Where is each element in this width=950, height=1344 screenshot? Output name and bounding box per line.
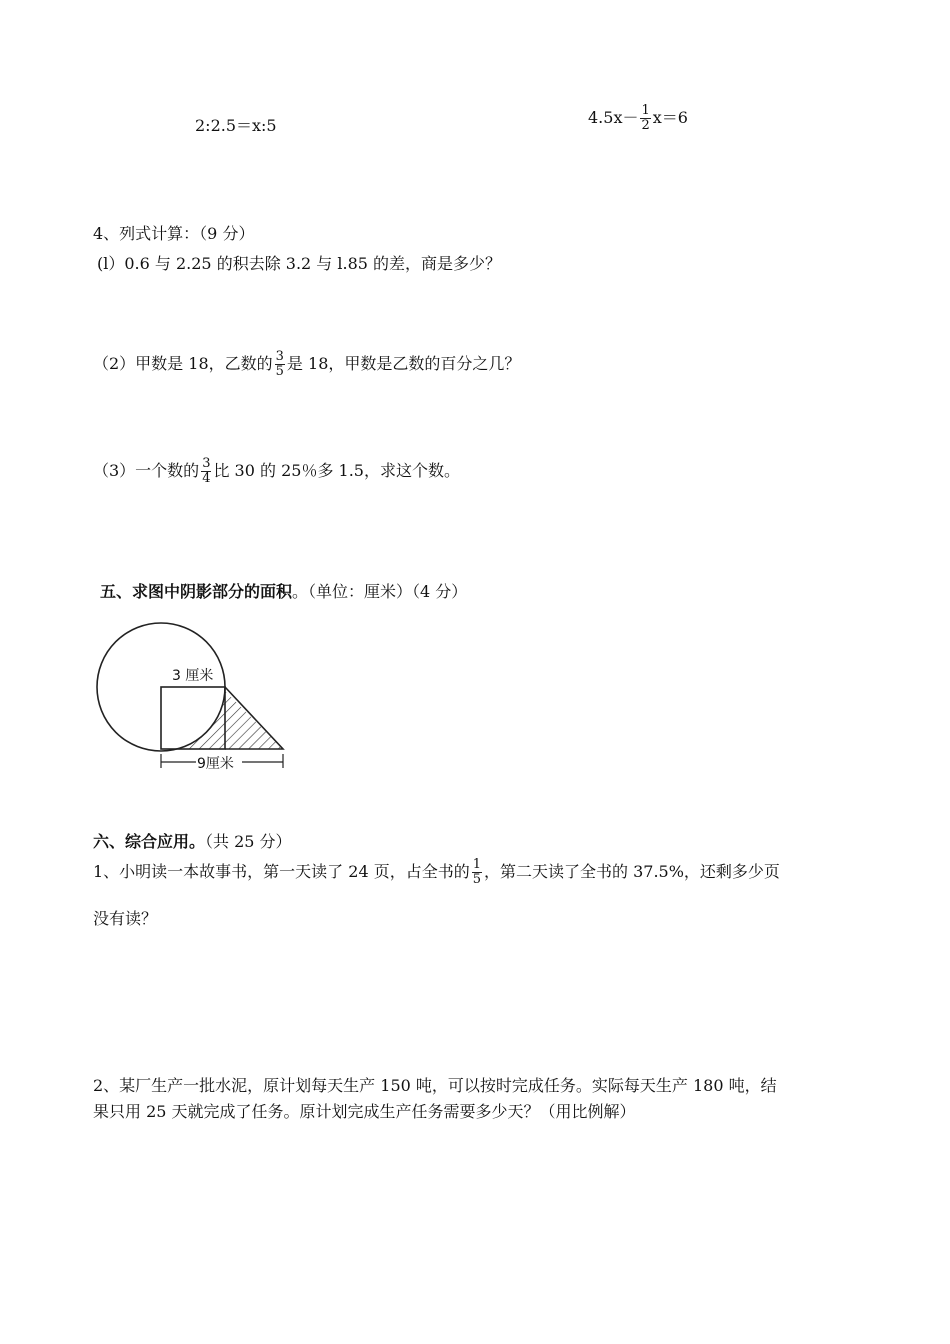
equation-proportion: 2:2.5＝x:5 [195,116,277,135]
equation-linear [588,104,688,133]
shaded-area-figure [90,620,300,775]
section6-problem1-line1: 1、小明读一本故事书，第一天读了 24 页，占全书的 $\frac{1}{5}$ ，第二天读了全书的 37.5%，还剩多少页 [93,857,780,887]
fraction: $\frac{3}{5}$ [275,349,284,379]
equation-linear-post: x＝6 [652,108,688,127]
section4-q2: （2）甲数是 18，乙数的 $\frac{3}{5}$ 是 18，甲数是乙数的百分之几？ [93,349,521,379]
section4-title: 4、列式计算：（9 分） [93,224,255,243]
section5-title: 五、求图中阴影部分的面积。（单位：厘米）（4 分） [100,582,468,601]
section4-q1: (l）0.6 与 2.25 的积去除 3.2 与 l.85 的差，商是多少？ [97,254,502,273]
label-radius: 3 厘米 [172,668,214,684]
fraction: $\frac{3}{4}$ [202,456,211,486]
section4-q3: （3）一个数的 $\frac{3}{4}$ 比 30 的 25％多 1.5，求这个数。 [93,456,460,486]
fraction: $\frac{1}{2}$ [641,103,650,133]
label-base: 9厘米 [197,756,234,772]
section6-title: 六、综合应用。（共 25 分） [93,832,292,851]
section6-problem2-line1: 2、某厂生产一批水泥，原计划每天生产 150 吨，可以按时完成任务。实际每天生产 180 吨，结 [93,1076,777,1095]
fraction: $\frac{1}{5}$ [472,857,481,887]
section6-problem1-line2: 没有读？ [93,909,158,928]
shaded-region [161,687,283,749]
equation-linear-pre: 4.5x－ [588,108,639,127]
section6-problem2-line2: 果只用 25 天就完成了任务。原计划完成生产任务需要多少天？（用比例解） [93,1102,636,1121]
